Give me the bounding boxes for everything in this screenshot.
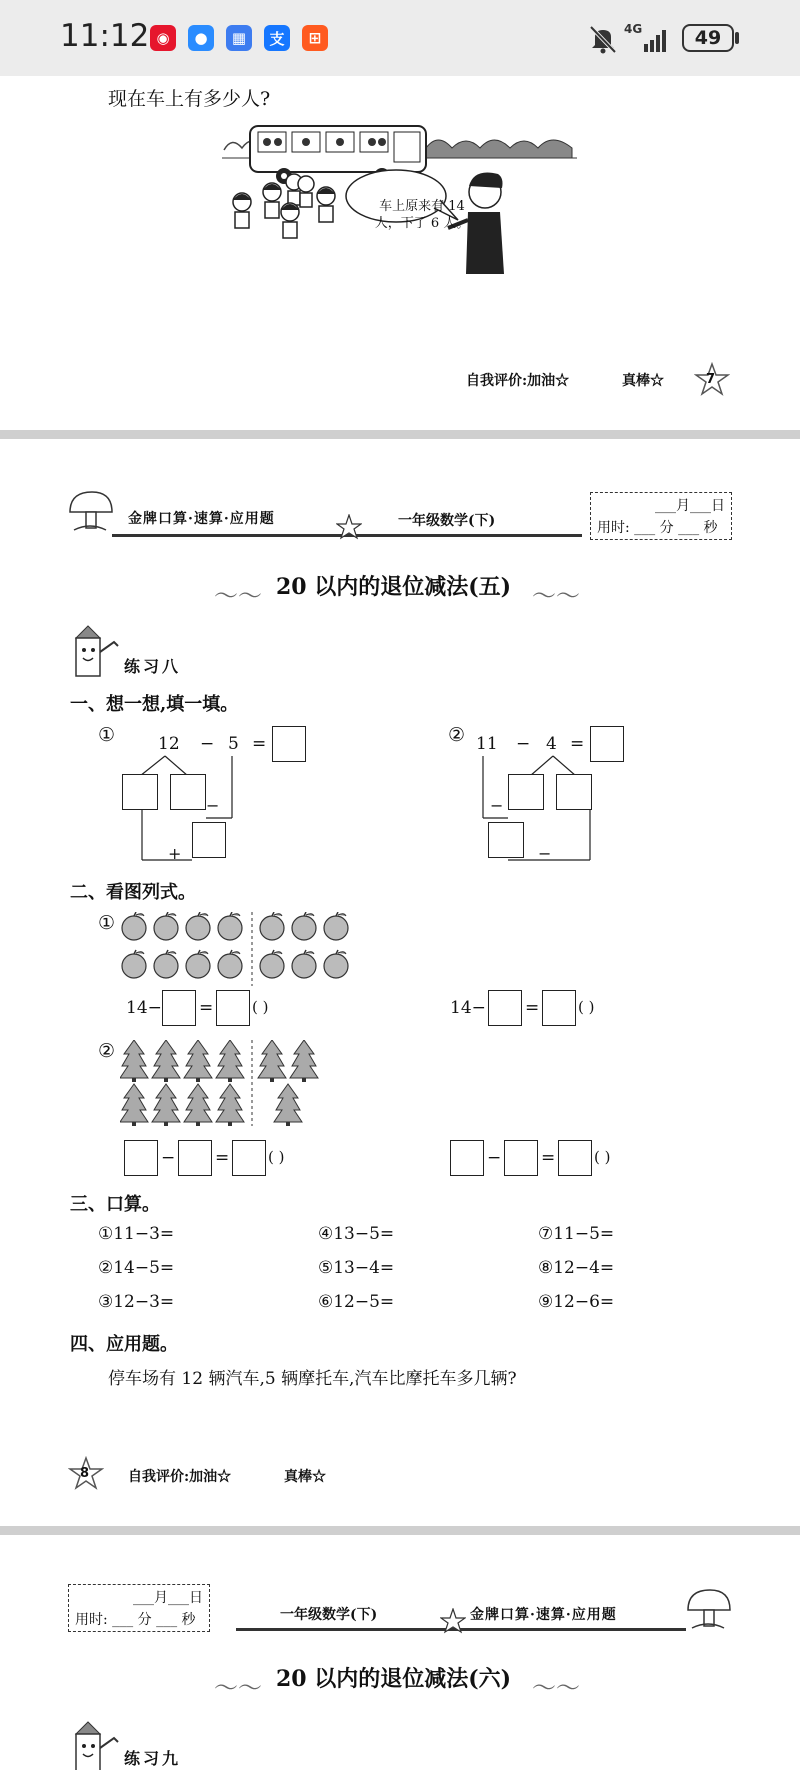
q2-mark: ②	[448, 724, 466, 746]
s2-eq-sign: =	[215, 1148, 230, 1168]
page8-number: 8	[80, 1466, 90, 1481]
s2-q1-right-box-1[interactable]	[488, 990, 522, 1026]
weibo-icon: ◉	[150, 25, 176, 51]
pencil-mascot-icon	[70, 1720, 124, 1770]
page7-number: 7	[706, 372, 716, 387]
s2-q1-eq-left-start: 14−	[126, 998, 162, 1018]
oral-item: ⑨12−6=	[538, 1292, 615, 1312]
s2-q1-mark: ①	[98, 912, 116, 934]
s2-eq-sign: =	[541, 1148, 556, 1168]
s2-q2-minus: −	[161, 1148, 176, 1168]
s2-q2-left-box-1[interactable]	[124, 1140, 158, 1176]
battery-indicator: 49	[682, 24, 734, 52]
oral-item: ⑦11−5=	[538, 1224, 615, 1244]
q1-split-box-1[interactable]	[122, 774, 158, 810]
page-separator	[0, 1526, 800, 1535]
page7-question: 现在车上有多少人?	[108, 88, 271, 110]
page7-footer-eval: 自我评价:加油☆	[466, 373, 570, 389]
mushroom-icon	[684, 1586, 734, 1634]
title-swirl-left: 〜〜	[214, 1674, 262, 1702]
q2-minus-sign-1: −	[490, 796, 504, 815]
time-line: 用时: ___ 分 ___ 秒	[597, 520, 718, 536]
s2-eq-sign: =	[199, 998, 214, 1018]
page8-grade: 一年级数学(下)	[398, 513, 496, 529]
star-icon	[336, 514, 362, 540]
date-line: ___月___日	[655, 498, 725, 514]
page9-date-box	[68, 1584, 210, 1632]
oral-item: ④13−5=	[318, 1224, 395, 1244]
q2-op: −	[516, 734, 531, 754]
section2-title: 二、看图列式。	[70, 882, 196, 903]
oral-item: ①11−3=	[98, 1224, 175, 1244]
trees-picture	[120, 1040, 320, 1126]
oral-item: ⑧12−4=	[538, 1258, 615, 1278]
q1-op: −	[200, 734, 215, 754]
s2-q1-left-box-2[interactable]	[216, 990, 250, 1026]
oral-item: ②14−5=	[98, 1258, 175, 1278]
page9-grade: 一年级数学(下)	[280, 1607, 378, 1623]
s2-q2-left-paren: ( )	[268, 1148, 285, 1166]
q2-b: 4	[546, 734, 557, 754]
s2-q1-right-box-2[interactable]	[542, 990, 576, 1026]
q2-eq: =	[570, 734, 585, 754]
s2-q2-left-box-3[interactable]	[232, 1140, 266, 1176]
pencil-mascot-icon	[70, 624, 124, 680]
s2-q2-right-paren: ( )	[594, 1148, 611, 1166]
q1-plus-sign: +	[168, 844, 182, 863]
section1-title: 一、想一想,填一填。	[70, 694, 239, 715]
word-problem: 停车场有 12 辆汽车,5 辆摩托车,汽车比摩托车多几辆?	[108, 1369, 517, 1389]
q1-eq: =	[252, 734, 267, 754]
q1-a: 12	[158, 734, 180, 754]
date-line: ___月___日	[133, 1590, 203, 1606]
title-swirl-right: 〜〜	[532, 1674, 580, 1702]
s2-q1-right-paren: ( )	[578, 998, 595, 1016]
s2-eq-sign: =	[525, 998, 540, 1018]
store-icon: ⊞	[302, 25, 328, 51]
speech-bubble-text: 车上原来有 14 人，下了 6 人。	[374, 199, 470, 231]
q2-a: 11	[476, 734, 498, 754]
s2-q1-left-paren: ( )	[252, 998, 269, 1016]
q2-split-box-2[interactable]	[556, 774, 592, 810]
network-type: 4G	[624, 22, 643, 36]
q1-b: 5	[228, 734, 239, 754]
q1-mark: ①	[98, 724, 116, 746]
q2-result-box[interactable]	[488, 822, 524, 858]
calendar-icon: ▦	[226, 25, 252, 51]
s2-q2-minus: −	[487, 1148, 502, 1168]
s2-q2-left-box-2[interactable]	[178, 1140, 212, 1176]
s2-q1-left-box-1[interactable]	[162, 990, 196, 1026]
s2-q2-right-box-1[interactable]	[450, 1140, 484, 1176]
title-swirl-right: 〜〜	[532, 582, 580, 610]
message-icon: ●	[188, 25, 214, 51]
s2-q2-mark: ②	[98, 1040, 116, 1062]
q1-split-box-2[interactable]	[170, 774, 206, 810]
signal-icon	[624, 24, 674, 54]
s2-q2-right-box-2[interactable]	[504, 1140, 538, 1176]
section4-title: 四、应用题。	[70, 1334, 178, 1355]
q2-split-box-1[interactable]	[508, 774, 544, 810]
clock: 11:12	[60, 18, 150, 54]
section3-title: 三、口算。	[70, 1194, 160, 1215]
oral-item: ⑤13−4=	[318, 1258, 395, 1278]
star-icon	[440, 1608, 466, 1634]
page8-footer-great: 真棒☆	[284, 1469, 326, 1485]
page8-title: 20 以内的退位减法(五)	[276, 574, 512, 600]
alipay-icon: 支	[264, 25, 290, 51]
battery-nub	[735, 32, 739, 44]
oral-item: ③12−3=	[98, 1292, 175, 1312]
q2-minus-sign-2: −	[538, 844, 552, 863]
page8-series-title: 金牌口算·速算·应用题	[128, 511, 275, 527]
mushroom-icon	[66, 488, 116, 536]
page-separator	[0, 430, 800, 439]
s2-q2-right-box-3[interactable]	[558, 1140, 592, 1176]
apples-picture	[120, 912, 354, 986]
page9-series-title: 金牌口算·速算·应用题	[470, 1607, 617, 1623]
page8-date-box	[590, 492, 732, 540]
exercise-label: 练习八	[124, 657, 182, 676]
oral-item: ⑥12−5=	[318, 1292, 395, 1312]
page9-title: 20 以内的退位减法(六)	[276, 1666, 512, 1692]
s2-q1-eq-right-start: 14−	[450, 998, 486, 1018]
mute-bell-icon	[588, 24, 618, 54]
title-swirl-left: 〜〜	[214, 582, 262, 610]
exercise-label: 练习九	[124, 1749, 182, 1768]
page7-footer-great: 真棒☆	[622, 373, 664, 389]
q1-result-box[interactable]	[192, 822, 226, 858]
time-line: 用时: ___ 分 ___ 秒	[75, 1612, 196, 1628]
q1-minus-sign: −	[206, 796, 220, 815]
page8-footer-eval: 自我评价:加油☆	[128, 1469, 232, 1485]
q1-answer-box[interactable]	[272, 726, 306, 762]
